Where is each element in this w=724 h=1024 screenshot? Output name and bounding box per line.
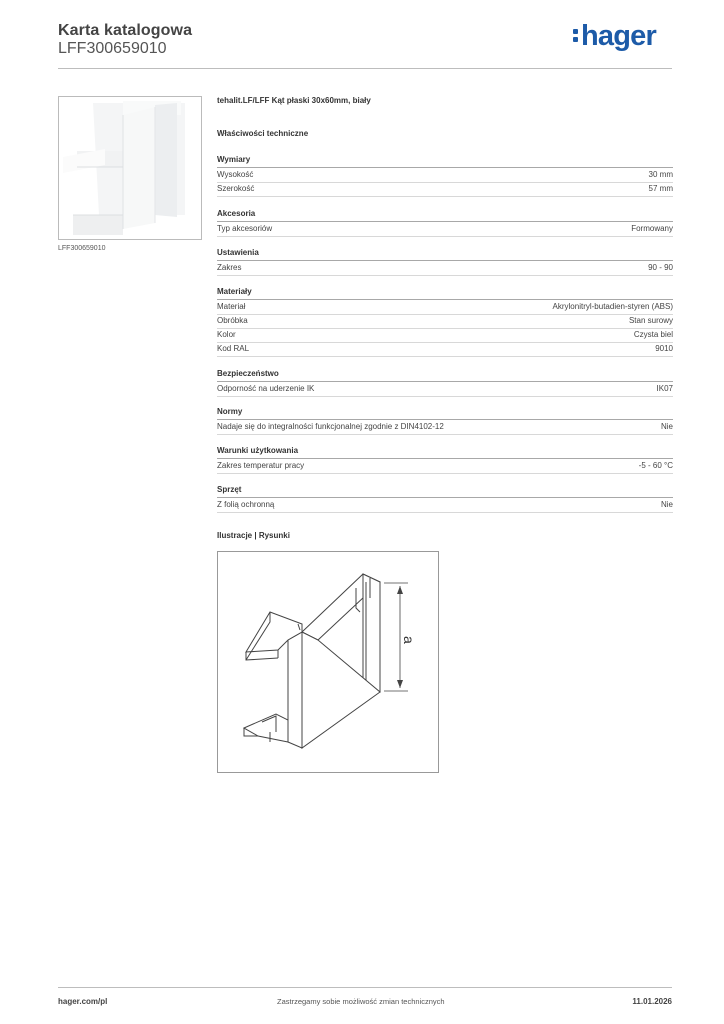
spec-value: IK07	[656, 384, 673, 393]
spec-row-temperature-range	[217, 460, 673, 474]
section-title-materials: Materiały	[217, 287, 673, 300]
spec-key: Typ akcesoriów	[217, 224, 273, 233]
spec-row-finish	[217, 315, 673, 329]
spec-value: Formowany	[631, 224, 673, 233]
spec-key: Z folią ochronną	[217, 500, 275, 509]
spec-row-accessory-type	[217, 223, 673, 237]
spec-value: 57 mm	[648, 184, 673, 193]
spec-value: Stan surowy	[628, 316, 673, 325]
spec-row-color	[217, 329, 673, 343]
spec-key: Kod RAL	[217, 344, 250, 353]
spec-row-impact-resistance	[217, 383, 673, 397]
product-image	[58, 96, 202, 240]
document-title: Karta katalogowa	[58, 22, 193, 39]
spec-value: Nie	[660, 422, 673, 431]
section-title-accessories: Akcesoria	[217, 209, 673, 222]
spec-row-range	[217, 262, 673, 276]
section-title-standards: Normy	[217, 407, 673, 420]
section-title-safety: Bezpieczeństwo	[217, 369, 673, 382]
spec-key: Zakres	[217, 263, 242, 272]
spec-value: Akrylonitryl-butadien-styren (ABS)	[552, 302, 673, 311]
spec-row-din-compliance	[217, 421, 673, 435]
spec-key: Obróbka	[217, 316, 248, 325]
product-image-caption: LFF300659010	[58, 245, 106, 252]
spec-row-material	[217, 301, 673, 315]
spec-key: Szerokość	[217, 184, 255, 193]
logo-dots-icon	[573, 27, 579, 45]
spec-row-ral-code	[217, 343, 673, 357]
illustrations-heading: Ilustracje | Rysunki	[217, 531, 290, 540]
dimension-label: a	[401, 636, 417, 644]
hager-logo	[573, 20, 656, 53]
footer-date: 11.01.2026	[632, 997, 672, 1006]
spec-row-height	[217, 169, 673, 183]
spec-value: 30 mm	[648, 170, 673, 179]
section-title-settings: Ustawienia	[217, 248, 673, 261]
section-title-operating-conditions: Warunki użytkowania	[217, 446, 673, 459]
spec-key: Materiał	[217, 302, 246, 311]
spec-key: Nadaje się do integralności funkcjonalnej zgodnie z DIN4102-12	[217, 422, 444, 431]
spec-key: Wysokość	[217, 170, 254, 179]
technical-properties-heading: Właściwości techniczne	[217, 129, 309, 138]
spec-value: -5 - 60 °C	[638, 461, 673, 470]
technical-drawing	[217, 551, 439, 773]
spec-value: 90 - 90	[648, 263, 673, 272]
spec-key: Zakres temperatur pracy	[217, 461, 305, 470]
document-product-code: LFF300659010	[58, 40, 167, 57]
spec-row-width	[217, 183, 673, 197]
footer-divider	[58, 987, 672, 988]
footer-website-link[interactable]: hager.com/pl	[58, 997, 108, 1006]
header-divider	[58, 68, 672, 69]
spec-value: Nie	[660, 500, 673, 509]
section-title-dimensions: Wymiary	[217, 155, 673, 168]
footer-disclaimer: Zastrzegamy sobie możliwość zmian technicznych	[277, 997, 445, 1006]
spec-value: Czysta biel	[633, 330, 673, 339]
product-name: tehalit.LF/LFF Kąt płaski 30x60mm, biały	[217, 96, 371, 105]
spec-key: Odporność na uderzenie IK	[217, 384, 315, 393]
spec-value: 9010	[655, 344, 673, 353]
spec-key: Kolor	[217, 330, 236, 339]
angle-fitting-photo-icon	[59, 97, 201, 239]
angle-fitting-drawing-icon	[218, 552, 438, 772]
spec-row-protective-film	[217, 499, 673, 513]
section-title-equipment: Sprzęt	[217, 485, 673, 498]
logo-text: hager	[581, 20, 656, 52]
page-header	[58, 20, 672, 70]
